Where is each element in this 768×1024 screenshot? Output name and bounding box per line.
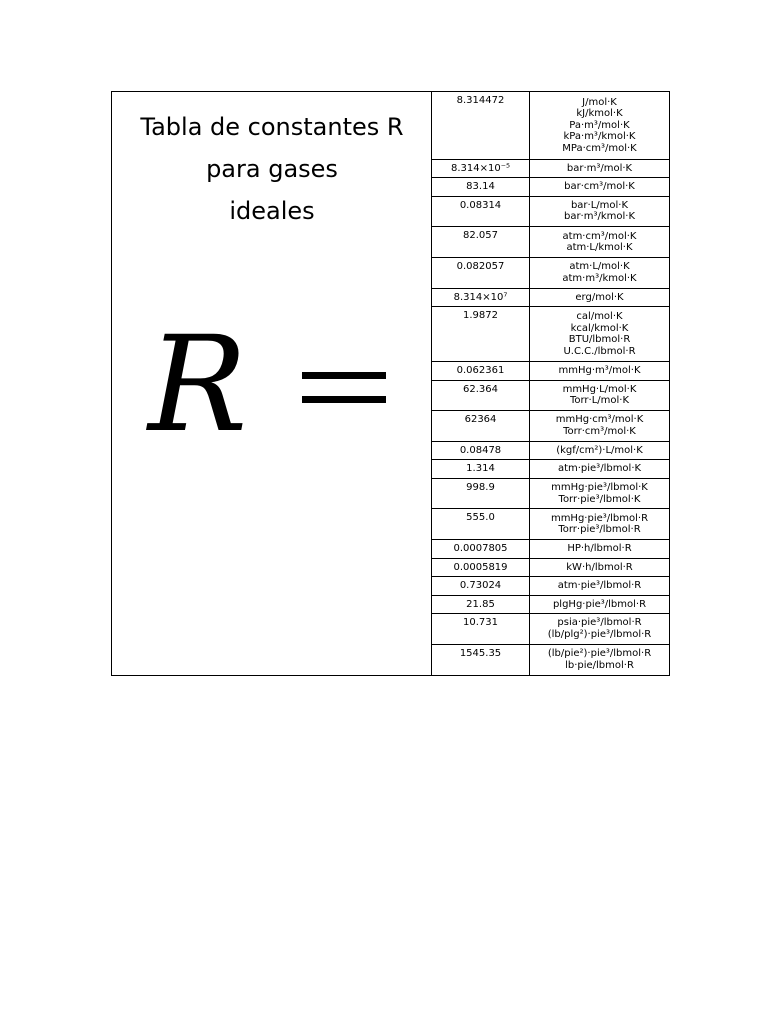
unit-label: kcal/kmol·K [570,322,629,334]
r-value-cell: 0.062361 [432,362,530,380]
r-value-cell: 82.057 [432,227,530,258]
title-line-1: Tabla de constantes R [140,113,404,141]
r-value-cell: 0.082057 [432,257,530,288]
r-value-cell: 0.08478 [432,441,530,459]
unit-label: J/mol·K [582,96,617,108]
unit-label: U.C.C./lbmol·R [563,345,636,357]
r-value-cell: 62.364 [432,380,530,411]
unit-label: BTU/lbmol·R [568,334,631,346]
units-cell [530,577,670,595]
r-value-cell: 1545.35 [432,644,530,675]
units-cell [530,558,670,576]
units-cell [530,196,670,227]
title-panel [112,92,432,675]
units-cell [530,478,670,509]
unit-label: plgHg·pie³/lbmol·R [552,598,647,610]
unit-label: kJ/kmol·K [576,108,623,120]
r-value-cell: 8.314×10⁻⁵ [432,159,530,177]
units-cell [530,307,670,362]
r-value-cell: 0.0007805 [432,540,530,558]
table-row [432,257,669,288]
table-body [432,92,669,675]
page-title [112,106,432,232]
unit-label: bar·m³/kmol·K [563,211,636,223]
table-row [432,362,669,380]
table-row [432,159,669,177]
unit-label: kW·h/lbmol·R [566,561,633,573]
unit-label: bar·L/mol·K [570,199,629,211]
r-value-cell: 0.0005819 [432,558,530,576]
r-constants-table [432,92,669,675]
table-row [432,441,669,459]
r-value-cell: 8.314×10⁷ [432,288,530,306]
unit-label: mmHg·pie³/lbmol·R [550,512,649,524]
unit-label: Torr·cm³/mol·K [563,425,636,437]
table-row [432,644,669,675]
units-cell [530,509,670,540]
units-cell [530,178,670,196]
table-row [432,540,669,558]
table-row [432,509,669,540]
table-row [432,411,669,442]
unit-label: Torr·L/mol·K [569,395,630,407]
table-row [432,558,669,576]
table-row [432,92,669,159]
table-row [432,478,669,509]
table-row [432,288,669,306]
table-row [432,227,669,258]
r-value-cell: 62364 [432,411,530,442]
unit-label: atm·pie³/lbmol·R [557,580,642,592]
units-cell [530,644,670,675]
unit-label: mmHg·cm³/mol·K [555,414,644,426]
unit-label: erg/mol·K [575,291,624,303]
unit-label: (lb/plg²)·pie³/lbmol·R [547,628,652,640]
units-cell [530,92,670,159]
units-cell [530,288,670,306]
units-cell [530,257,670,288]
unit-label: Torr·pie³/lbmol·R [558,524,641,536]
r-symbol: R [148,308,248,462]
table-row [432,178,669,196]
table-row [432,595,669,613]
equals-sign-bottom-bar [302,396,386,403]
unit-label: atm·L/kmol·K [566,242,633,254]
title-line-3: ideales [229,197,315,225]
unit-label: atm·m³/kmol·K [562,272,637,284]
unit-label: atm·L/mol·K [569,261,630,273]
unit-label: bar·m³/mol·K [566,162,633,174]
r-value-cell: 1.9872 [432,307,530,362]
unit-label: atm·pie³/lbmol·K [557,463,642,475]
unit-label: mmHg·m³/mol·K [558,365,641,376]
title-line-2: para gases [206,155,338,183]
unit-label: mmHg·pie³/lbmol·K [551,482,648,494]
equals-sign-top-bar [302,372,386,379]
units-cell [530,362,670,380]
table-row [432,196,669,227]
r-value-cell: 83.14 [432,178,530,196]
unit-label: Pa·m³/mol·K [569,119,630,131]
r-value-cell: 555.0 [432,509,530,540]
units-cell [530,460,670,478]
r-value-cell: 1.314 [432,460,530,478]
r-value-cell: 0.73024 [432,577,530,595]
unit-label: MPa·cm³/mol·K [562,142,637,154]
units-cell [530,411,670,442]
r-value-cell: 998.9 [432,478,530,509]
r-value-cell: 0.08314 [432,196,530,227]
unit-label: (lb/pie²)·pie³/lbmol·R [547,648,652,660]
units-cell [530,159,670,177]
units-cell [530,227,670,258]
values-panel [432,92,669,675]
units-cell [530,595,670,613]
table-row [432,380,669,411]
units-cell [530,540,670,558]
units-cell [530,614,670,645]
unit-label: bar·cm³/mol·K [564,181,635,193]
table-row [432,460,669,478]
unit-label: mmHg·L/mol·K [562,383,637,395]
table-row [432,614,669,645]
units-cell [530,441,670,459]
unit-label: psia·pie³/lbmol·R [557,617,642,629]
r-value-cell: 10.731 [432,614,530,645]
unit-label: (kgf/cm²)·L/mol·K [556,444,643,456]
constants-table-frame [111,91,670,676]
r-value-cell: 8.314472 [432,92,530,159]
unit-label: cal/mol·K [576,311,623,323]
table-row [432,577,669,595]
units-cell [530,380,670,411]
unit-label: kPa·m³/kmol·K [563,131,636,143]
unit-label: HP·h/lbmol·R [567,543,632,555]
table-row [432,307,669,362]
r-value-cell: 21.85 [432,595,530,613]
unit-label: Torr·pie³/lbmol·K [558,493,641,505]
unit-label: atm·cm³/mol·K [562,230,637,242]
r-equals-formula [148,310,408,460]
unit-label: lb·pie/lbmol·R [565,659,634,671]
